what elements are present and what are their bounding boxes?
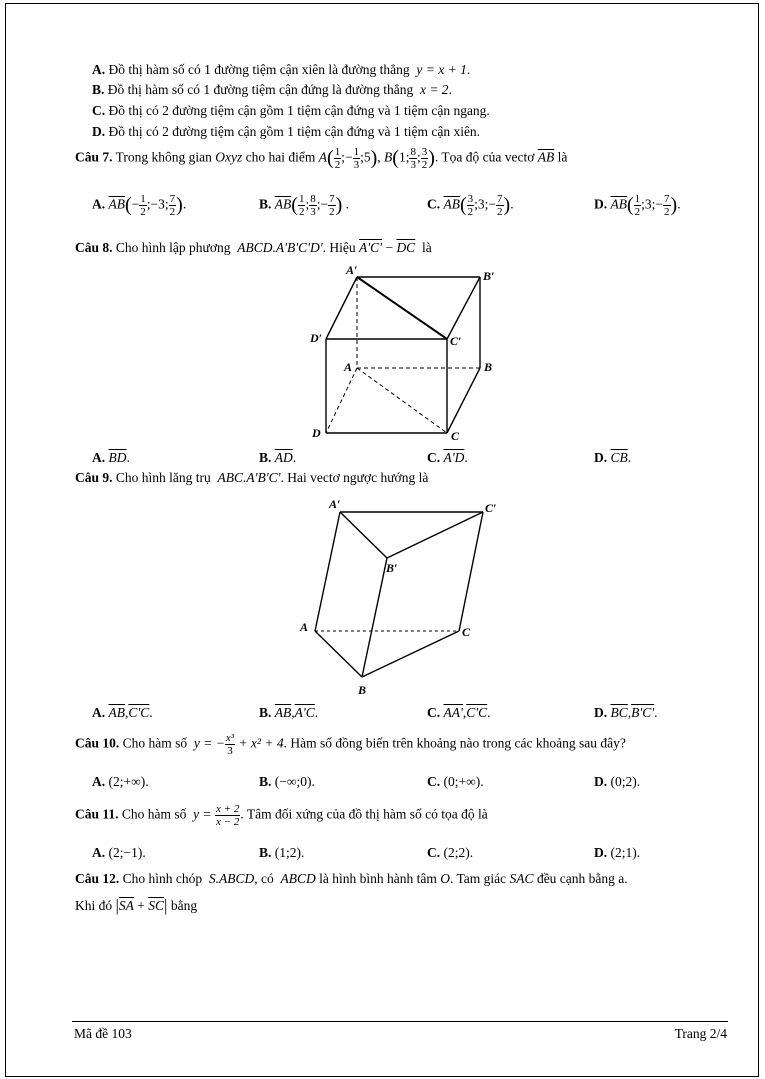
q10-option-c: C. (0;+∞). xyxy=(427,774,484,789)
q8-option-b: B. $\overline{AD}$. xyxy=(259,450,297,465)
label-b-prime: B′ xyxy=(386,561,398,575)
label-a: A xyxy=(300,620,309,634)
label-a-prime: A′ xyxy=(329,497,341,511)
label-d: D xyxy=(312,426,321,440)
label-b: B xyxy=(484,360,493,374)
label-b-prime: B′ xyxy=(483,269,495,283)
exam-code: Mã đề 103 xyxy=(74,1026,132,1041)
q6-option-d: D. Đồ thị có 2 đường tiệm cận gồm 1 tiệm cận đứng và 1 tiệm cận xiên. xyxy=(92,124,481,139)
q11-option-b: B. (1;2). xyxy=(259,845,305,860)
label-c: C xyxy=(462,625,471,639)
q9-option-b: B. $\overline{AB},A'C$. xyxy=(259,705,319,720)
q7-stem: Câu 7. Trong không gian Oxyz cho hai điểm A( $\frac{1}{2}$ ;− $\frac{1}{3}$ ;5), B(1; $\frac{8}{3}$ ; $\frac{3}{2}$ ). Tọa độ của vectơ $\overline{AB}$ là xyxy=(75,146,568,171)
q6-option-c: C. Đồ thị có 2 đường tiệm cận gồm 1 tiệm cận đứng và 1 tiệm cận ngang. xyxy=(92,103,490,118)
page-number: Trang 2/4 xyxy=(674,1026,727,1041)
q12-stem: Câu 12. Cho hình chóp S.ABCD, có ABCD là hình bình hành tâm O. Tam giác SAC đều cạnh bằng a. xyxy=(75,871,628,886)
cube-figure xyxy=(300,262,510,447)
q8-stem: Câu 8. Cho hình lập phương ABCD.A'B'C'D'. Hiệu $A'C' - \overline{DC}$ là xyxy=(75,240,432,255)
label-c-prime: C′ xyxy=(485,501,497,515)
label-a-prime: A′ xyxy=(346,263,358,277)
q8-option-c: C. A'D. xyxy=(427,450,468,465)
q10-option-d: D. (0;2). xyxy=(594,774,641,789)
label-b: B xyxy=(358,683,367,697)
prism-figure xyxy=(295,495,510,700)
q8-option-d: D. $\overline{CB}$. xyxy=(594,450,632,465)
q10-stem: Câu 10. Cho hàm số y = − $\frac{\text{x³}}{3}$ + x² + 4. Hàm số đồng biến trên khoảng nào trong các khoảng sau đây? xyxy=(75,732,626,757)
q11-option-a: A. (2;−1). xyxy=(92,845,146,860)
label-a: A xyxy=(344,360,353,374)
label-c-prime: C′ xyxy=(450,334,462,348)
q11-option-c: C. (2;2). xyxy=(427,845,474,860)
q7-option-d: D. $\overline{AB}$( $\frac{1}{2}$ ;3;− $\frac{7}{2}$ ). xyxy=(594,193,681,218)
label-d-prime: D′ xyxy=(310,331,323,345)
q7-option-c: C. $\overline{AB}$( $\frac{3}{2}$ ;3;− $\frac{7}{2}$ ). xyxy=(427,193,514,218)
q12-stem-line2: Khi đó $|\overline{SA} + \overline{SC}|$ bằng xyxy=(75,896,198,915)
footer-rule xyxy=(72,1021,728,1022)
q9-option-a: A. $\overline{AB},C'C$. xyxy=(92,705,153,720)
q7-option-b: B. $\overline{AB}$( $\frac{1}{2}$ ; $\frac{8}{3}$ ;− $\frac{7}{2}$ ) . xyxy=(259,193,349,218)
q11-stem: Câu 11. Cho hàm số y = $\frac{x + 2}{x - 2}$ . Tâm đối xứng của đồ thị hàm số có tọa độ là xyxy=(75,803,488,828)
q7-option-a: A. $\overline{AB}(-$ $\frac{1}{2}$ ;−3; $\frac{7}{2}$ ). xyxy=(92,193,187,218)
q10-option-b: B. (−∞;0). xyxy=(259,774,315,789)
q10-option-a: A. (2;+∞). xyxy=(92,774,149,789)
q6-option-b: B. Đồ thị hàm số có 1 đường tiệm cận đứng là đường thẳng x = 2. xyxy=(92,82,452,97)
q6-option-a: A. Đồ thị hàm số có 1 đường tiệm cận xiên là đường thẳng y = x + 1. xyxy=(92,62,471,77)
q9-option-c: C. AA',C'C. xyxy=(427,705,491,720)
q8-option-a: A. $\overline{BD}$. xyxy=(92,450,130,465)
q9-option-d: D. $\overline{BC},B'C'$. xyxy=(594,705,658,720)
q11-option-d: D. (2;1). xyxy=(594,845,641,860)
q9-stem: Câu 9. Cho hình lăng trụ ABC.A'B'C'. Hai vectơ ngược hướng là xyxy=(75,470,429,485)
label-c: C xyxy=(451,429,460,443)
